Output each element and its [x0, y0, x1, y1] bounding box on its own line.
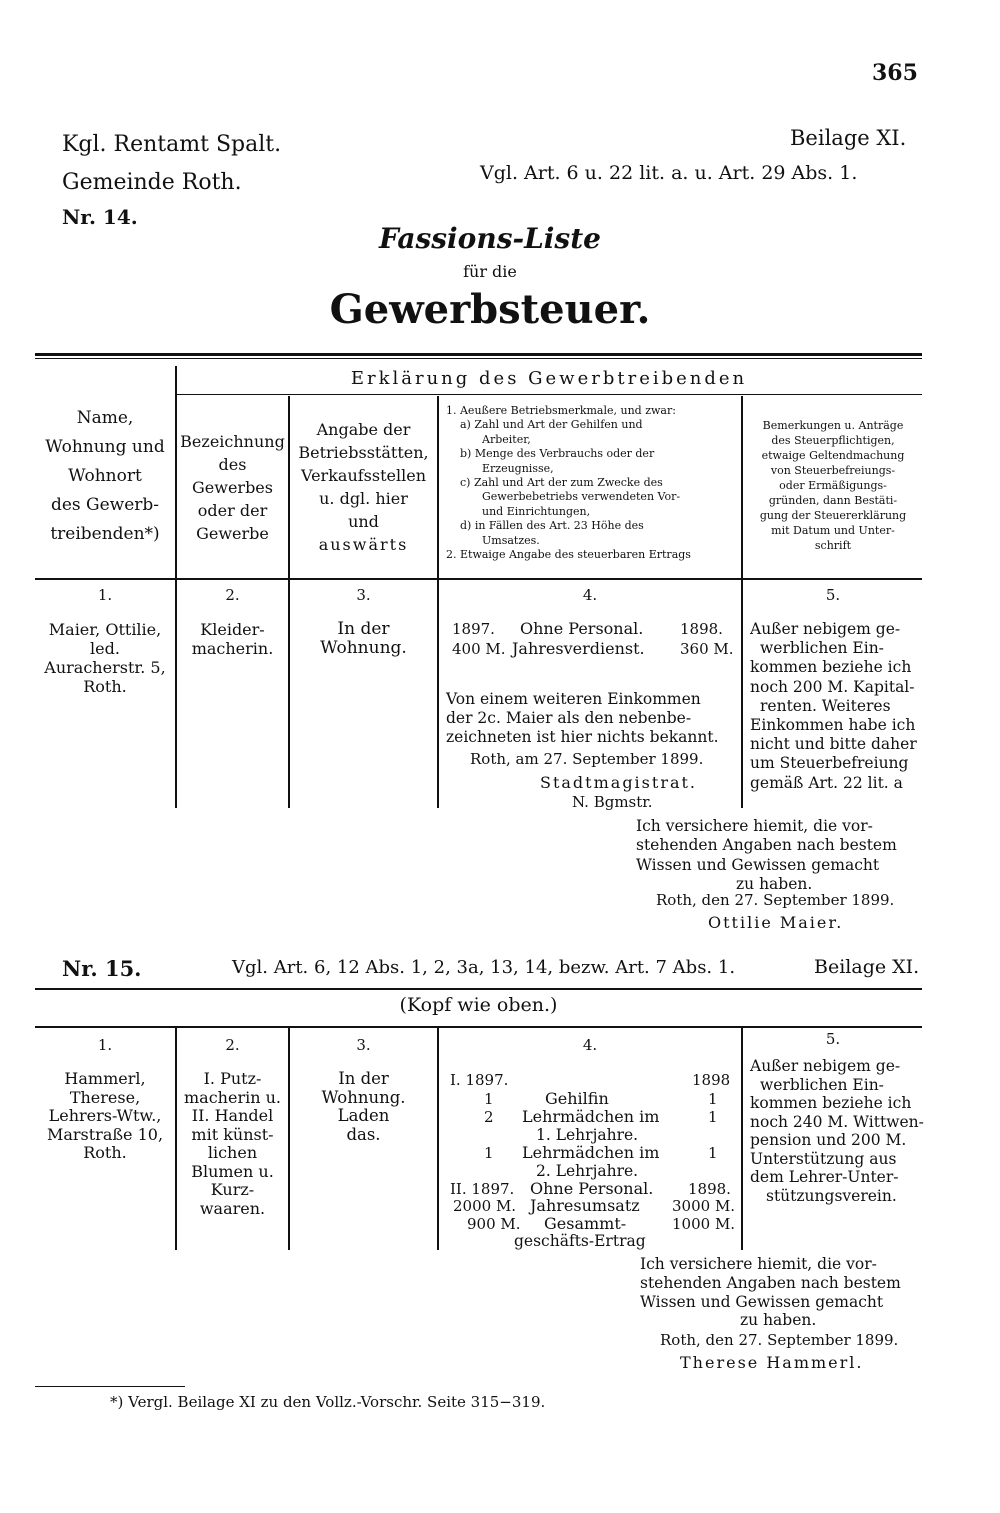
- entry15-staff-2-label: Lehrmädchen im: [522, 1107, 660, 1126]
- entry15-header-rule: [35, 1026, 922, 1028]
- entry15-staff-5-label: 2. Lehrjahre.: [536, 1162, 639, 1180]
- entry15-staff-1-label: Gehilfin: [545, 1089, 609, 1108]
- entry14-income-label: Jahresverdienst.: [512, 639, 645, 658]
- col4-header: 1. Aeußere Betriebsmerkmale, und zwar: a) Zahl und Art der Gehilfen und Arbeiter, b) Menge des Verbrauchs oder der Erzeugnisse, c) Zahl und Art der zum Zwecke des Gewerbebetriebs verwendeten Vor- und Einrichtungen, d) in Fällen des Art. 23 Höhe des Umsatzes. 2. Etwaige Angabe des steuerbaren Ertrags: [446, 404, 691, 562]
- entry14-amount-b: 360 M.: [680, 640, 734, 658]
- entry14-personnel: Ohne Personal.: [520, 619, 644, 638]
- col-number-5: 5.: [825, 586, 841, 604]
- entry15-part2-year-a: II. 1897.: [450, 1180, 515, 1198]
- entry15-col-number-2: 2.: [225, 1036, 240, 1054]
- appendix-label: Beilage XI.: [790, 126, 907, 150]
- col-divider-3-header: [437, 396, 439, 578]
- entry15-staff-2-a: 2: [484, 1108, 494, 1126]
- table-top-rule-thin: [35, 358, 922, 359]
- entry14-authority: Stadtmagistrat.: [540, 773, 698, 792]
- entry15-profit-a: 900 M.: [467, 1215, 521, 1233]
- entry15-year-b: 1898: [692, 1071, 731, 1089]
- entry15-turnover-b: 3000 M.: [672, 1197, 736, 1215]
- entry14-note: Von einem weiteren Einkommen der 2c. Maier als den nebenbe- zeichneten ist hier nichts bekannt.: [446, 690, 719, 746]
- entry14-year-a: 1897.: [452, 620, 495, 638]
- entry15-staff-4-a: 1: [484, 1144, 494, 1162]
- entry15-signature: Therese Hammerl.: [680, 1353, 864, 1372]
- entry15-staff-3-label: 1. Lehrjahre.: [536, 1126, 639, 1144]
- entry15-col-number-1: 1.: [97, 1036, 113, 1054]
- entry15-col-number-4: 4.: [582, 1036, 598, 1054]
- entry15-trade: I. Putz- macherin u. II. Handel mit künst- lichen Blumen u. Kurz- waaren.: [184, 1069, 281, 1218]
- entry15-staff-4-b: 1: [708, 1144, 718, 1162]
- entry14-location: In der Wohnung.: [320, 619, 407, 658]
- col-divider-3-entry14: [437, 580, 439, 808]
- entry-number-14: Nr. 14.: [62, 205, 138, 229]
- entry15-appendix: Beilage XI.: [814, 956, 920, 978]
- entry15-name: Hammerl, Therese, Lehrers-Wtw., Marstraße 10, Roth.: [46, 1069, 164, 1162]
- municipality-name: Gemeinde Roth.: [62, 170, 242, 195]
- entry-number-15: Nr. 15.: [62, 956, 142, 981]
- header-bottom-rule: [35, 578, 922, 580]
- entry14-place-date: Roth, am 27. September 1899.: [470, 750, 704, 768]
- page-number: 365: [872, 60, 918, 86]
- title-line-1: Fassions-Liste: [379, 222, 601, 255]
- entry15-profit-b: 1000 M.: [672, 1215, 736, 1233]
- col2-header: Bezeichnung des Gewerbes oder der Gewerbe: [180, 432, 285, 543]
- entry15-top-rule: [35, 988, 922, 990]
- table-top-rule: [35, 353, 922, 356]
- col-divider-4-entry15: [741, 1028, 743, 1250]
- entry15-part2-year-b: 1898.: [688, 1180, 731, 1198]
- entry15-turnover-a: 2000 M.: [453, 1197, 517, 1215]
- entry14-signature: Ottilie Maier.: [708, 913, 844, 932]
- entry14-signer: N. Bgmstr.: [572, 793, 653, 811]
- col-divider-4-entry14: [741, 580, 743, 808]
- col3-header: Angabe der Betriebsstätten, Verkaufsstellen u. dgl. hier und auswärts: [298, 420, 429, 554]
- col-number-4: 4.: [582, 586, 598, 604]
- col-number-3: 3.: [356, 586, 371, 604]
- entry14-assurance: Ich versichere hiemit, die vor- stehenden Angaben nach bestem Wissen und Gewissen gemacht zu haben.: [636, 817, 897, 894]
- entry15-staff-1-a: 1: [484, 1090, 494, 1108]
- entry14-amount-a: 400 M.: [452, 640, 506, 658]
- entry15-profit-label-2: geschäfts-Ertrag: [514, 1232, 646, 1250]
- entry15-staff-1-b: 1: [708, 1090, 718, 1108]
- entry15-profit-label: Gesammt-: [544, 1214, 627, 1233]
- legal-reference: Vgl. Art. 6 u. 22 lit. a. u. Art. 29 Abs. 1.: [480, 162, 858, 184]
- entry15-reference: Vgl. Art. 6, 12 Abs. 1, 2, 3a, 13, 14, bezw. Art. 7 Abs. 1.: [232, 957, 736, 978]
- entry14-year-b: 1898.: [680, 620, 723, 638]
- col-number-2: 2.: [225, 586, 240, 604]
- entry15-year-a: I. 1897.: [450, 1071, 509, 1089]
- office-name: Kgl. Rentamt Spalt.: [62, 132, 282, 157]
- footnote: *) Vergl. Beilage XI zu den Vollz.-Vorschr. Seite 315−319.: [110, 1393, 546, 1411]
- entry15-location: In der Wohnung. Laden das.: [321, 1069, 406, 1144]
- col-divider-3-entry15: [437, 1028, 439, 1250]
- footnote-rule: [35, 1386, 185, 1387]
- entry14-remarks: Außer nebigem ge- werblichen Ein- kommen beziehe ich noch 200 M. Kapital- renten. Weiteres Einkommen habe ich nicht und bitte daher um Steuerbefreiung gemäß Art. 22 lit. a: [750, 620, 917, 792]
- entry14-sign-date: Roth, den 27. September 1899.: [656, 891, 895, 909]
- entry14-name: Maier, Ottilie, led. Auracherstr. 5, Roth.: [44, 620, 166, 696]
- title-line-3: Gewerbsteuer.: [329, 286, 651, 333]
- entry15-assurance: Ich versichere hiemit, die vor- stehenden Angaben nach bestem Wissen und Gewissen gemacht zu haben.: [640, 1255, 901, 1330]
- col-divider-2-entry14: [288, 580, 290, 808]
- title-line-2: für die: [463, 262, 517, 281]
- entry15-remarks: Außer nebigem ge- werblichen Ein- kommen beziehe ich noch 240 M. Wittwen- pension und 200 M. Unterstützung aus dem Lehrer-Unter- stützungsverein.: [750, 1057, 924, 1205]
- col-divider-1-entry14: [175, 580, 177, 808]
- entry15-col-number-5: 5.: [825, 1030, 841, 1048]
- entry15-sign-date: Roth, den 27. September 1899.: [660, 1331, 899, 1349]
- col1-header: Name, Wohnung und Wohnort des Gewerb- treibenden*): [45, 408, 165, 544]
- entry15-turnover-label: Jahresumsatz: [530, 1196, 640, 1215]
- entry14-trade: Kleider- macherin.: [191, 620, 274, 658]
- entry15-part2-personnel: Ohne Personal.: [530, 1179, 654, 1198]
- entry15-staff-2-b: 1: [708, 1108, 718, 1126]
- col-number-1: 1.: [97, 586, 113, 604]
- entry15-col-number-3: 3.: [356, 1036, 371, 1054]
- col-divider-4-header: [741, 396, 743, 578]
- group-header: Erklärung des Gewerbtreibenden: [350, 368, 748, 389]
- entry15-head-note: (Kopf wie oben.): [399, 994, 558, 1016]
- entry15-staff-4-label: Lehrmädchen im: [522, 1143, 660, 1162]
- group-header-rule: [176, 394, 922, 395]
- col5-header: Bemerkungen u. Anträge des Steuerpflichtigen, etwaige Geltendmachung von Steuerbefreiungs- oder Ermäßigungs- gründen, dann Bestäti- gung der Steuererklärung mit Datum und Unter- schrift: [759, 419, 907, 552]
